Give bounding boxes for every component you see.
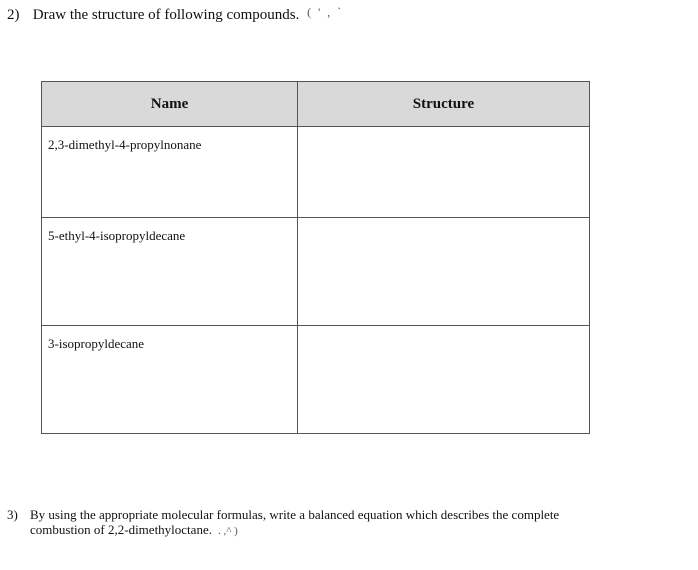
compound-name-3: 3-isopropyldecane xyxy=(42,326,298,433)
structure-cell-1[interactable] xyxy=(298,127,589,218)
question-2 xyxy=(7,7,343,24)
question-3-marks: . ,^ ) xyxy=(217,525,238,537)
compound-name-2: 5-ethyl-4-isopropyldecane xyxy=(42,218,298,326)
header-name: Name xyxy=(42,82,298,127)
question-3-number: 3) xyxy=(7,507,18,522)
question-2-text: Draw the structure of following compounds. xyxy=(32,7,300,23)
structure-cell-3[interactable] xyxy=(298,326,589,433)
question-3-text: By using the appropriate molecular formulas, write a balanced equation which describes the complete combustion of 2,2-dimethyloctane. xyxy=(30,507,560,537)
header-structure: Structure xyxy=(298,82,589,127)
structure-cell-2[interactable] xyxy=(298,218,589,326)
question-2-marks: ( ' , ` xyxy=(307,5,344,19)
compound-name-1: 2,3-dimethyl-4-propylnonane xyxy=(42,127,298,218)
compounds-table xyxy=(41,81,590,434)
question-3 xyxy=(7,507,620,539)
question-2-number: 2) xyxy=(7,7,20,23)
